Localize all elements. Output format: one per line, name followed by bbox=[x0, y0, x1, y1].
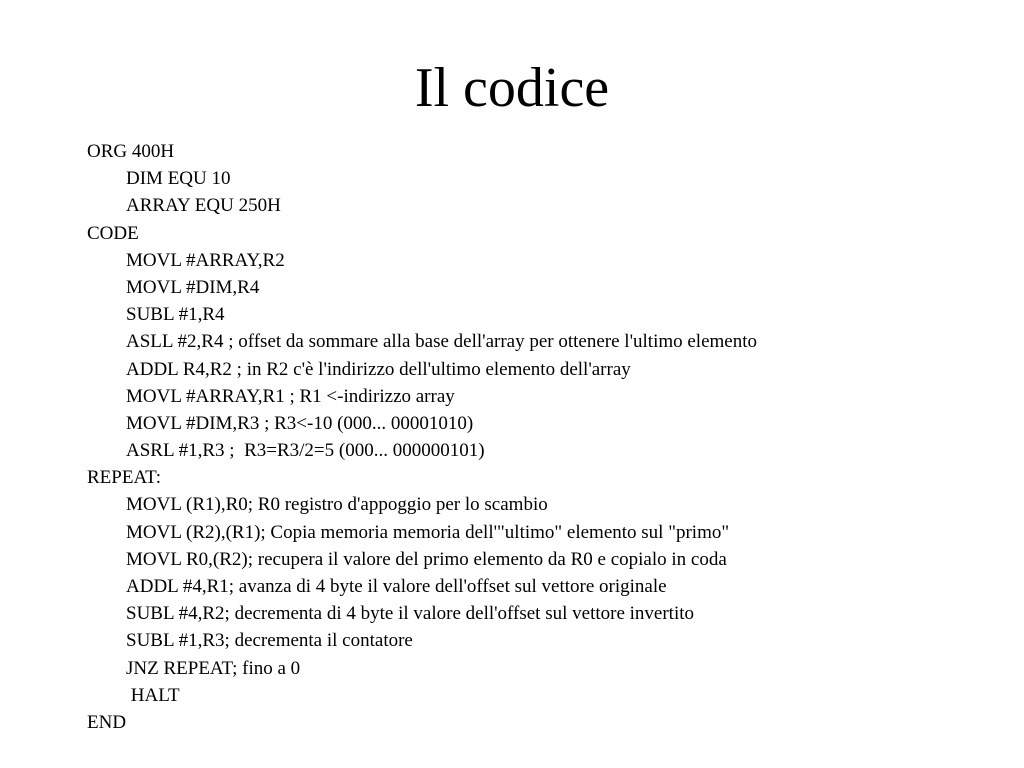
code-line: MOVL (R2),(R1); Copia memoria memoria dell'"ultimo" elemento sul "primo" bbox=[126, 521, 730, 543]
code-line: ASLL #2,R4 ; offset da sommare alla base dell'array per ottenere l'ultimo elemento bbox=[126, 331, 758, 353]
code-line: DIM EQU 10 bbox=[126, 168, 231, 190]
code-line: MOVL #DIM,R4 bbox=[126, 276, 260, 298]
code-line: CODE bbox=[87, 222, 139, 244]
code-line: ASRL #1,R3 ; R3=R3/2=5 (000... 000000101) bbox=[126, 440, 485, 462]
code-line: HALT bbox=[126, 684, 180, 706]
code-listing bbox=[87, 138, 987, 736]
code-line: MOVL #ARRAY,R2 bbox=[126, 249, 285, 271]
code-line: MOVL (R1),R0; R0 registro d'appoggio per lo scambio bbox=[126, 494, 548, 516]
code-line: JNZ REPEAT; fino a 0 bbox=[126, 657, 301, 679]
code-line: MOVL R0,(R2); recupera il valore del primo elemento da R0 e copialo in coda bbox=[126, 548, 727, 570]
code-line: ADDL R4,R2 ; in R2 c'è l'indirizzo dell'ultimo elemento dell'array bbox=[126, 358, 631, 380]
code-line: MOVL #DIM,R3 ; R3<-10 (000... 00001010) bbox=[126, 412, 474, 434]
code-line: ARRAY EQU 250H bbox=[126, 195, 281, 217]
code-line: SUBL #1,R3; decrementa il contatore bbox=[126, 630, 413, 652]
code-line: ADDL #4,R1; avanza di 4 byte il valore dell'offset sul vettore originale bbox=[126, 576, 667, 597]
code-line: ORG 400H bbox=[87, 141, 175, 162]
code-line: END bbox=[87, 711, 127, 733]
code-line: REPEAT: bbox=[87, 467, 162, 489]
code-line: MOVL #ARRAY,R1 ; R1 <-indirizzo array bbox=[126, 385, 455, 407]
code-line: SUBL #1,R4 bbox=[126, 304, 225, 326]
slide-title: Il codice bbox=[414, 57, 610, 119]
code-line: SUBL #4,R2; decrementa di 4 byte il valore dell'offset sul vettore invertito bbox=[126, 603, 695, 625]
